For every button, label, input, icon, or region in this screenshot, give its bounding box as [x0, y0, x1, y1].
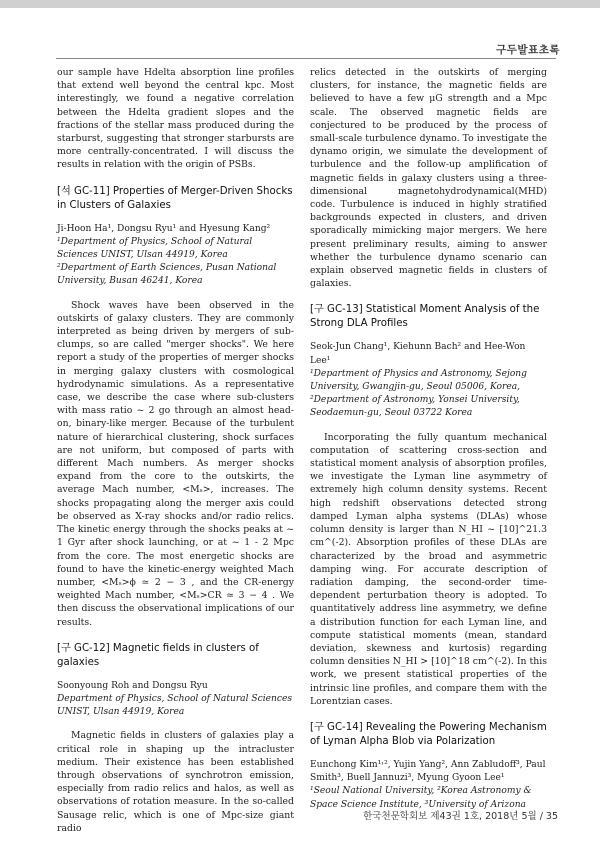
header-bar [0, 0, 600, 8]
left-column [57, 66, 294, 835]
page-footer: 한국천문학회보 제43권 1호, 2018년 5월 / 35 [363, 811, 558, 822]
abstract-body-gc12-continued: relics detected in the outskirts of merging clusters, for instance, the magnetic fields are believed to have a few μG strength and a Mpc scale. The observed magnetic fields are conjectured to be produced by the process of small-scale turbulence dynamo. To investigate the dynamo origin, we simulate the development of turbulence and the follow-up amplification of magnetic fields in galaxy clusters using a three-dimensional magnetohydrodynamical(MHD) code. Turbulence is induced in highly stratified backgrounds expected in clusters, and driven sporadically mimicking major mergers. We here present preliminary results, aiming to answer whether the turbulence dynamo scenario can explain observed magnetic fields in clusters of galaxies. [310, 67, 547, 290]
abstract-body-gc12: Magnetic fields in clusters of galaxies play a critical role in shaping up the intracluster medium. Their existence has been established through observations of synchrotron emission, especially from radio relics and halos, as well as observations of rotation measure. In the so-called Sausage relic, which is one of Mpc-size giant radio [57, 730, 294, 834]
affiliation-gc11-1: ¹Department of Physics, School of Natural Sciences UNIST, Ulsan 44919, Korea [57, 236, 253, 261]
abstract-body-gc11: Shock waves have been observed in the outskirts of galaxy clusters. They are commonly interpreted as being driven by mergers of sub-clumps, so are called "merger shocks". We here report a study of the properties of merger shocks in merging galaxy clusters with cosmological hydrodynamic simulations. As a representative case, we describe the case where sub-clusters with mass ratio ~ 2 go through an almost head-on, binary-like merger. Because of the turbulent nature of hierarchical clustering, shock surfaces are not uniform, but composed of parts with different Mach numbers. As merger shocks expand from the core to the outskirts, the average Mach number, <Mₛ>, increases. The shocks propagating along the merger axis could be observed as X-ray shocks and/or radio relics. The kinetic energy through the shocks peaks at ~ 1 Gyr after shock launching, or at ~ 1 - 2 Mpc from the core. The most energetic shocks are found to have the kinetic-energy weighted Mach number, <Mₛ>ϕ ≃ 2 − 3 , and the CR-energy weighted Mach number, <Mₛ>CR ≃ 3 − 4 . We then discuss the observational implications of our results. [57, 299, 294, 628]
affiliation-gc12: Department of Physics, School of Natural Sciences UNIST, Ulsan 44919, Korea [57, 693, 293, 718]
abstract-title-gc14: [구 GC-14] Revealing the Powering Mechanism of Lyman Alpha Blob via Polarization [310, 721, 547, 747]
abstract-title-gc11: [석 GC-11] Properties of Merger-Driven Shocks in Clusters of Galaxies [57, 185, 293, 211]
authors-gc14: Eunchong Kim¹˒², Yujin Yang², Ann Zabludoff³, Paul Smith³, Buell Jannuzi³, Myung Gyoon Lee¹ [310, 759, 546, 784]
intro-paragraph: our sample have Hdelta absorption line profiles that extend well beyond the central kpc. Most interestingly, we found a negative correlation between the Hdelta gradient slopes and the fractions of the stellar mass produced during the starburst, suggesting that stronger starbursts are more centrally-concentrated. I will discuss the results in relation with the origin of PSBs. [57, 67, 294, 171]
abstract-body-gc13: Incorporating the fully quantum mechanical computation of scattering cross-section and statistical moment analysis of absorption profiles, we investigate the Lyman line asymmetry of extremely high column density systems. Recent high redshift observations detected strong damped Lyman alpha systems (DLAs) whose column density is larger than N_HI ~ [10]^21.3 cm^(-2). Absorption profiles of these DLAs are characterized by the broad and asymmetric damping wing. For accurate description of radiation damping, the second-order time-dependent perturbation theory is adopted. To quantitatively address line asymmetry, we define a distribution function for each Lyman line, and compute statistical moments (mean, standard deviation, skewness and kurtosis) regarding column densities N_HI > [10]^18 cm^(-2). In this work, we present statistical properties of the intrinsic line profiles, and compare them with the Lorentzian cases. [310, 431, 547, 707]
header-divider [56, 58, 556, 59]
affiliation-gc14: ¹Seoul National University, ²Korea Astronomy & Space Science Institute, ³University of Arizona [310, 786, 532, 810]
running-header: 구두발표초록 [496, 44, 560, 56]
authors-gc12: Soonyoung Roh and Dongsu Ryu [57, 680, 208, 691]
affiliation-gc11-2: ²Department of Earth Sciences, Pusan National University, Busan 46241, Korea [57, 263, 277, 287]
authors-gc13: Seok-Jun Chang¹, Kiehunn Bach² and Hee-Won Lee¹ [310, 342, 526, 366]
right-column [310, 66, 547, 812]
affiliation-gc13-2: ²Department of Astronomy, Yonsei University, Seodaemun-gu, Seoul 03722 Korea [310, 395, 520, 419]
abstract-title-gc12: [구 GC-12] Magnetic fields in clusters of galaxies [57, 642, 259, 668]
affiliation-gc13-1: ¹Department of Physics and Astronomy, Sejong University, Gwangjin-gu, Seoul 05006, Korea, [310, 368, 527, 393]
authors-gc11: Ji-Hoon Ha¹, Dongsu Ryu¹ and Hyesung Kang² [57, 223, 271, 234]
abstract-title-gc13: [구 GC-13] Statistical Moment Analysis of the Strong DLA Profiles [310, 304, 540, 330]
